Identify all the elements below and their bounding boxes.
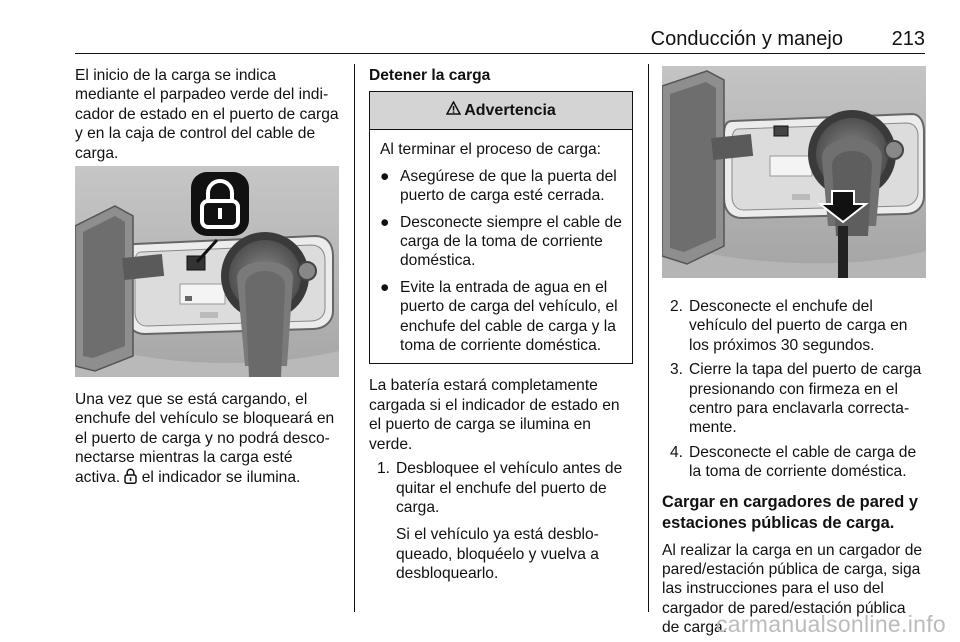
steps-list	[662, 292, 926, 638]
step-text: Desbloquee el vehículo antes de quitar el enchufe del puerto de carga.	[396, 460, 623, 516]
page-number: 213	[891, 28, 925, 50]
bullet-icon: ●	[380, 213, 390, 231]
step-text: Cierre la tapa del puerto de carga presionando con firmeza en el centro para enclavarla correcta-mente.	[689, 361, 922, 437]
locking-text-1: Una vez que se está cargando, el enchufe del vehículo se bloqueará en el puerto de carga y no podrá desco-nectarse mientras la carga esté activa.	[75, 391, 335, 486]
watermark: carmanualsonline.info	[715, 611, 946, 637]
step-number: 2.	[670, 298, 684, 315]
locking-paragraph	[75, 390, 341, 487]
step-number: 4.	[670, 443, 684, 461]
step-1	[377, 459, 633, 517]
section-heading-wall-chargers: Cargar en cargadores de pared y estaciones públicas de carga.	[662, 492, 918, 532]
charging-port-locked-image	[75, 166, 339, 377]
step-number: 3.	[670, 361, 684, 379]
step-number: 1.	[377, 460, 391, 478]
step-3	[670, 360, 926, 438]
warning-header	[370, 92, 632, 130]
warning-body	[370, 130, 632, 363]
step-text: Desconecte el enchufe del vehículo del puerto de carga en los próximos 30 segundos.	[689, 298, 908, 354]
warning-bullet: ● Evite la entrada de agua en el puerto de carga del vehículo, el enchufe del cable de carga y la toma de corriente doméstica.	[380, 278, 618, 355]
page-header	[75, 28, 925, 54]
column-1	[75, 66, 341, 486]
section-title: Conducción y manejo	[650, 28, 843, 50]
lock-icon	[124, 469, 137, 486]
warning-lead: Al terminar el proceso de carga:	[380, 141, 602, 159]
warning-box	[369, 91, 633, 364]
battery-full-paragraph: La batería estará completamente cargada si el indicador de estado en el puerto de carga se ilumina en verde.	[369, 377, 620, 453]
intro-paragraph: El inicio de la carga se indica mediante el parpadeo verde del indi-cador de estado en el puerto de carga y en la caja de control del cable de carga.	[75, 67, 339, 162]
warning-title: Advertencia	[464, 102, 556, 120]
warning-bullet: ● Asegúrese de que la puerta del puerto de carga esté cerrada.	[380, 167, 617, 205]
step-1-note: Si el vehículo ya está desblo-queado, bloquéelo y vuelva a desbloquearlo.	[396, 526, 599, 583]
step-4	[670, 443, 926, 482]
subheading-stop-charging: Detener la carga	[369, 67, 491, 84]
locking-text-2: el indicador se ilumina.	[137, 468, 301, 486]
column-divider-1	[354, 64, 355, 612]
warning-triangle-icon	[446, 101, 461, 120]
column-divider-2	[648, 64, 649, 612]
bullet-icon: ●	[380, 278, 390, 296]
header-rule	[75, 53, 925, 54]
wall-charger-paragraph: Al realizar la carga en un cargador de pared/estación pública de carga, siga las instrucciones para el uso del cargador de pared/estación pública de carga.	[662, 541, 923, 637]
step-2	[670, 297, 926, 355]
warning-bullet: ● Desconecte siempre el cable de carga de la toma de corriente doméstica.	[380, 213, 622, 270]
step-text: Desconecte el cable de carga de la toma de corriente doméstica.	[689, 443, 917, 481]
column-2	[369, 66, 633, 584]
bullet-icon: ●	[380, 167, 390, 185]
unplugging-image	[662, 66, 926, 278]
